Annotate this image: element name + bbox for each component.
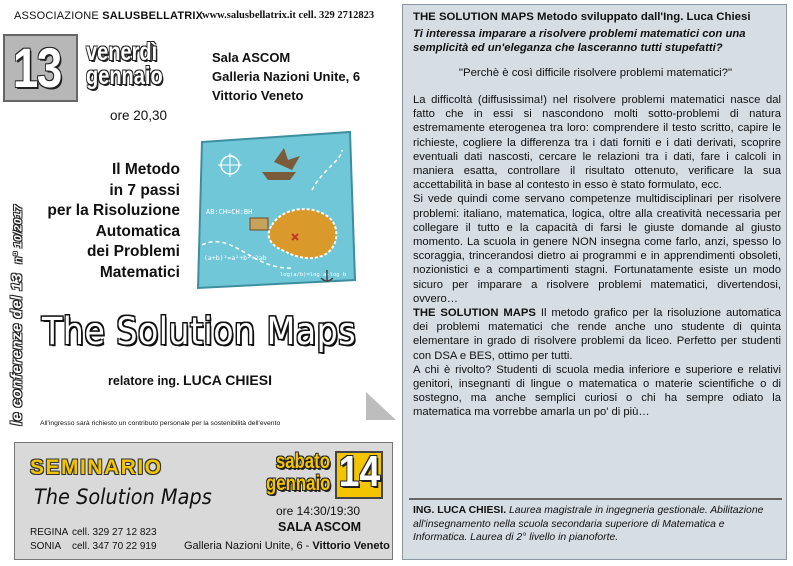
method-description: [40, 160, 180, 283]
seminar-label: SEMINARIO: [30, 456, 163, 479]
contact-name: REGINA: [30, 527, 69, 538]
article-body: [413, 93, 781, 420]
map-label: AB:CH=CH:BH: [206, 208, 253, 216]
speaker-prefix: relatore ing.: [108, 374, 180, 388]
date-day: 13: [12, 36, 61, 99]
article-highlight: THE SOLUTION MAPS: [413, 307, 536, 320]
article-subheader: Ti interessa imparare a risolvere problemi matematici con una semplicità ed un'eleganza che lasceranno tutti stupefatti?: [413, 28, 746, 54]
seminar-time: ore 14:30/19:30: [276, 504, 361, 518]
contact-name: SONIA: [30, 540, 62, 552]
map-label: (a+b)²=a²+b²+2ab: [204, 254, 267, 262]
contact-phone: cell. 329 27 12 823: [72, 527, 157, 538]
association-name: SALUSBELLATRIX: [102, 10, 204, 22]
series-label: le conferenze del 13: [8, 272, 26, 426]
article-divider: [409, 498, 782, 500]
article-panel: [402, 4, 787, 560]
seminar-address-street: Galleria Nazioni Unite, 6 -: [184, 540, 310, 552]
date-weekday: venerdì: [86, 38, 158, 66]
method-line: Automatica: [95, 222, 180, 240]
contact-row: [30, 526, 157, 540]
event-time: ore 20,30: [110, 108, 168, 123]
website-line: www.salusbellatrix.it cell. 329 2712823: [202, 10, 375, 21]
method-line: Il Metodo: [111, 161, 180, 178]
event-title: The Solution Maps: [42, 310, 357, 353]
venue-name: Sala ASCOM: [212, 50, 291, 65]
seminar-weekday: sabato: [275, 450, 330, 473]
seminar-month: gennaio: [266, 472, 331, 495]
article-paragraph: A chi è rivolto? Studenti di scuola media inferiore e superiore e relativi genitori, insegnanti di lingue o matematica o materie scientifiche o di sostegno, ma anche semplici curiosi o chi ha sempre odiato la matematica ma vorrebbe amarla un po' di più…: [413, 363, 781, 419]
series-vertical-label: [9, 136, 26, 426]
date-month: gennaio: [86, 62, 163, 90]
contact-row: [30, 540, 157, 554]
method-line: in 7 passi: [109, 181, 180, 199]
article-paragraph: Si vede quindi come servano competenze multidisciplinari per risolvere problemi: italiano, matematica, logica, oltre alla creatività necessaria per collegare il tutto e la capacità di farsi le giuste domande al giusto momento. La scuola in genere NON insegna come farlo, anzi, spesso lo scoraggia, trincerandosi dietro ai programmi e in apprendimenti obsoleti, nozionistici e a compartimenti stagni. Fortunatamente esiste un modo sicuro per imparare a risolvere problemi matematici, divertendosi, ovvero…: [413, 193, 781, 305]
seminar-venue: SALA ASCOM: [278, 520, 362, 534]
seminar-weekday-month: [266, 451, 330, 495]
contact-phone: cell. 347 70 22 919: [72, 540, 157, 552]
article-paragraph: La difficoltà (diffusissima!) nel risolvere problemi matematici nasce dal fatto che in essi si nascondono molti sotto-problemi di natura estremamente eterogenea tra loro: comprendere il testo scritto, capire le richieste, cogliere la differenza tra i dati forniti e i dati derivati, scoprire eventuali dati nascosti, cercare le relazioni tra i dati, fare i calcoli in maniera esatta, controllare il risultato ottenuto, verificare la sua accettabilità in base al contesto in esso è stato formulato, ecc.: [413, 94, 781, 192]
association-line: [14, 10, 203, 22]
bio-text: Laurea magistrale in ingegneria gestionale. Abilitazione all'insegnamento nella scuola secondaria superiore di Matematica e Informatica. Laurea di 2° livello in pianoforte.: [413, 505, 764, 543]
seminar-day: 14: [338, 447, 381, 496]
map-label: log(a/b)=log a-log b: [280, 272, 347, 278]
article-paragraph-text: Il metodo grafico per la risoluzione automatica dei problemi matematici che rende anche uno studente di quinta elementare in grado di risolvere problemi da liceo. Perfetto per studenti con DSA e BES, ottimo per tutti.: [413, 307, 781, 362]
treasure-map-illustration: [192, 130, 357, 295]
method-line: per la Risoluzione: [47, 202, 180, 219]
bio-name: ING. LUCA CHIESI.: [413, 505, 507, 516]
speaker-name: LUCA CHIESI: [183, 372, 272, 388]
series-number: n° 10/2017: [12, 204, 25, 264]
association-prefix: ASSOCIAZIONE: [14, 10, 99, 22]
method-line: Matematici: [99, 263, 180, 281]
corner-decoration: [366, 392, 396, 420]
seminar-address: [184, 540, 390, 552]
seminar-address-city: Vittorio Veneto: [312, 540, 390, 552]
entry-disclaimer: All'ingresso sarà richiesto un contributo personale per la sostenibilità dell'evento: [40, 420, 281, 427]
article-header: THE SOLUTION MAPS Metodo sviluppato dall'Ing. Luca Chiesi: [413, 11, 751, 23]
article-paragraph: [413, 306, 781, 363]
date-weekday-month: [86, 40, 163, 88]
seminar-title: The Solution Maps: [34, 485, 212, 509]
article-quote: "Perchè è così difficile risolvere problemi matematici?": [458, 67, 733, 79]
venue-city: Vittorio Veneto: [212, 88, 304, 103]
venue-block: [212, 48, 360, 105]
method-line: dei Problemi: [86, 243, 180, 260]
venue-address: Galleria Nazioni Unite, 6: [212, 69, 361, 84]
speaker-bio: [413, 504, 781, 545]
contacts-block: [30, 526, 157, 553]
speaker-line: [108, 372, 272, 388]
